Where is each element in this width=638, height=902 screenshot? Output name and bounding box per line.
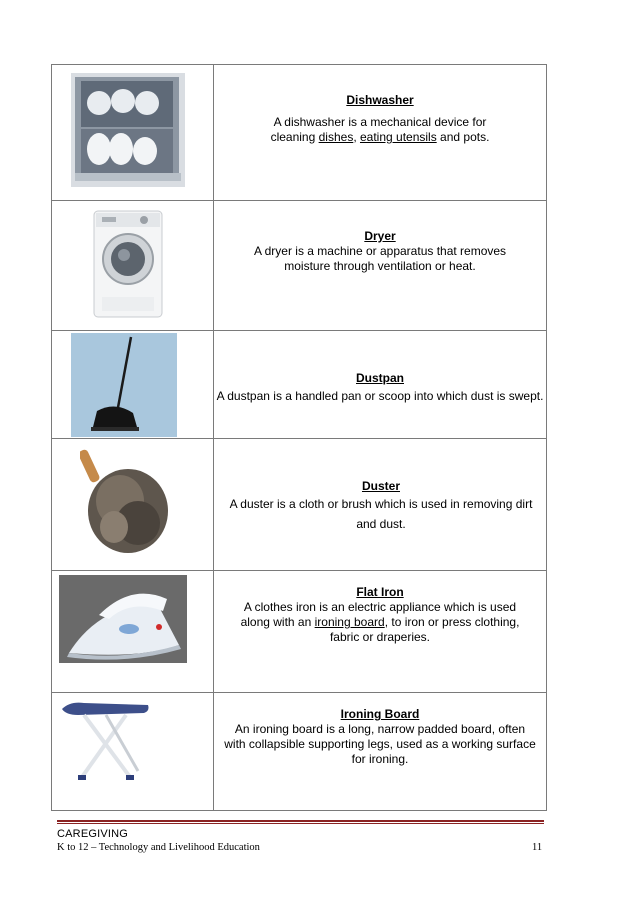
table-row-dustpan — [52, 330, 546, 438]
dryer-icon — [92, 209, 164, 319]
ironing-board-icon — [60, 699, 152, 783]
item-title: Dryer — [364, 229, 396, 243]
table-row-duster — [52, 438, 546, 570]
item-title: Flat Iron — [356, 585, 404, 599]
footer-category: CAREGIVING — [57, 828, 129, 840]
item-description: A dustpan is a handled pan or scoop into which dust is swept. — [216, 389, 544, 403]
table-row-dishwasher — [52, 65, 546, 200]
appliances-table — [51, 64, 547, 811]
item-title: Dustpan — [356, 371, 404, 385]
description-cell — [214, 571, 546, 692]
footer-rule — [57, 820, 544, 822]
item-description: A duster is a cloth or brush which is used in removing dirt and dust. — [229, 497, 533, 531]
ironing-board-link[interactable]: ironing board — [314, 615, 385, 629]
dustpan-icon — [71, 333, 177, 437]
image-cell — [52, 201, 214, 330]
footer-rule-thin — [57, 823, 544, 824]
item-description: A dishwasher is a mechanical device for cleaning dishes, eating utensils and pots. — [270, 115, 490, 144]
table-row-flat-iron — [52, 570, 546, 692]
item-description: An ironing board is a long, narrow padded board, often with collapsible supporting legs, used as a working surface for ironing. — [224, 722, 536, 766]
image-cell — [52, 693, 214, 810]
description-cell — [214, 331, 546, 438]
item-title: Dishwasher — [346, 93, 414, 107]
dishwasher-icon — [71, 73, 185, 187]
table-row-ironing-board — [52, 692, 546, 810]
eating-utensils-link[interactable]: eating utensils — [359, 130, 437, 144]
description-cell — [214, 65, 546, 200]
item-description: A clothes iron is an electric appliance which is used along with an ironing board, to iron or press clothing, fabric or draperies. — [240, 600, 520, 644]
dishes-link[interactable]: dishes — [318, 130, 354, 144]
description-cell — [214, 439, 546, 570]
table-row-dryer — [52, 200, 546, 330]
item-title: Duster — [361, 479, 400, 493]
item-description: A dryer is a machine or apparatus that removes moisture through ventilation or heat. — [253, 244, 507, 273]
image-cell — [52, 331, 214, 438]
flat-iron-icon — [59, 575, 187, 663]
image-cell — [52, 439, 214, 570]
description-cell — [214, 693, 546, 810]
item-title: Ironing Board — [340, 707, 420, 721]
description-cell — [214, 201, 546, 330]
footer-subtitle: K to 12 – Technology and Livelihood Education — [57, 842, 260, 853]
image-cell — [52, 65, 214, 200]
image-cell — [52, 571, 214, 692]
duster-icon — [80, 445, 176, 555]
page-number: 11 — [532, 842, 543, 853]
